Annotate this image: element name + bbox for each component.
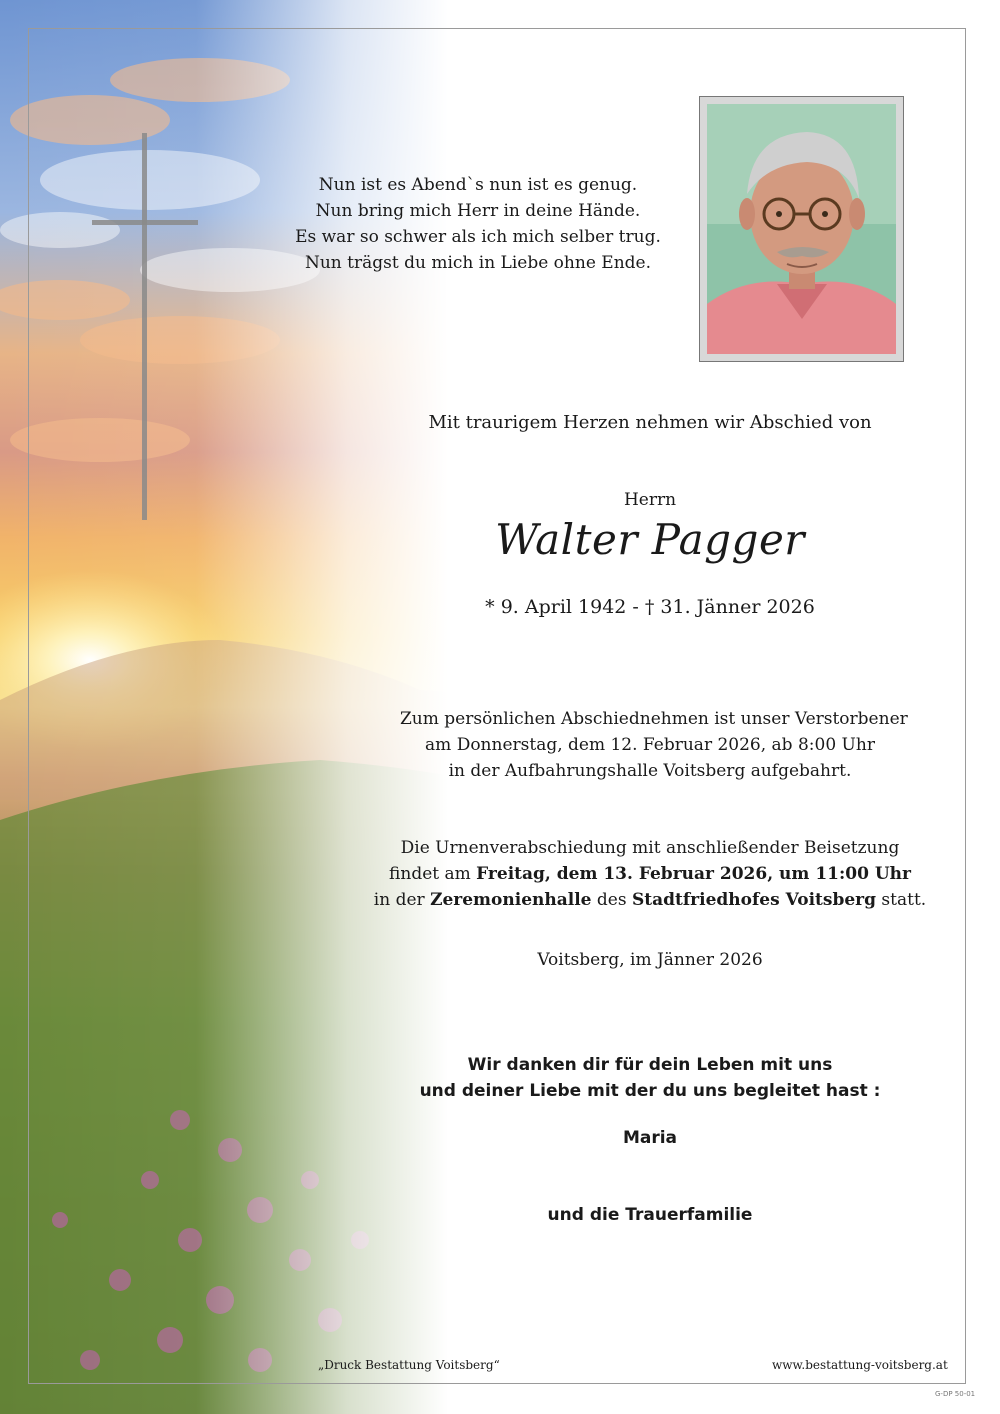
ceremony-paragraph [370, 835, 930, 913]
document-code: G-DP 50-01 [935, 1390, 976, 1398]
ceremony-text: findet am [389, 864, 477, 884]
poem-line: Nun trägst du mich in Liebe ohne Ende. [304, 253, 651, 273]
mourner-name: Maria [622, 1128, 678, 1148]
ceremony-text: des [591, 890, 632, 910]
ceremony-line [370, 887, 930, 913]
poem-line: Es war so schwer als ich mich selber trug. [295, 227, 661, 247]
viewing-paragraph [400, 706, 908, 784]
ceremony-text: statt. [876, 890, 927, 910]
thanks-line: und deiner Liebe mit der du uns begleitet hast : [419, 1081, 881, 1101]
viewing-line: Zum persönlichen Abschiednehmen ist unser Verstorbener [400, 709, 908, 729]
family-text: und die Trauerfamilie [547, 1205, 753, 1225]
place-date: Voitsberg, im Jänner 2026 [537, 950, 763, 970]
ceremony-hall: Zeremonienhalle [430, 890, 592, 910]
cross-icon [142, 133, 147, 520]
ceremony-date: Freitag, dem 13. Februar 2026, um 11:00 Uhr [476, 864, 911, 884]
thanks-line: Wir danken dir für dein Leben mit uns [467, 1055, 833, 1075]
thanks-text [400, 1052, 900, 1104]
website-link[interactable]: www.bestattung-voitsberg.at [772, 1358, 948, 1372]
deceased-name: Walter Pagger [495, 515, 805, 564]
ceremony-cemetery: Stadtfriedhofes Voitsberg [631, 890, 877, 910]
viewing-line: am Donnerstag, dem 12. Februar 2026, ab 8:00 Uhr [425, 735, 875, 755]
portrait-image [707, 104, 896, 354]
ceremony-line: Die Urnenverabschiedung mit anschließender Beisetzung [400, 838, 900, 858]
salutation: Herrn [623, 490, 677, 510]
portrait-photo [699, 96, 904, 362]
poem-line: Nun bring mich Herr in deine Hände. [315, 201, 641, 221]
intro-text: Mit traurigem Herzen nehmen wir Abschied von [428, 412, 872, 433]
poem [268, 172, 688, 276]
ceremony-text: in der [373, 890, 431, 910]
viewing-line: in der Aufbahrungshalle Voitsberg aufgebahrt. [448, 761, 852, 781]
poem-line: Nun ist es Abend`s nun ist es genug. [318, 175, 638, 195]
life-dates: * 9. April 1942 - † 31. Jänner 2026 [485, 596, 815, 618]
printer-credit: „Druck Bestattung Voitsberg“ [318, 1358, 500, 1372]
ceremony-line [370, 861, 930, 887]
cross-icon-beam [92, 220, 198, 225]
